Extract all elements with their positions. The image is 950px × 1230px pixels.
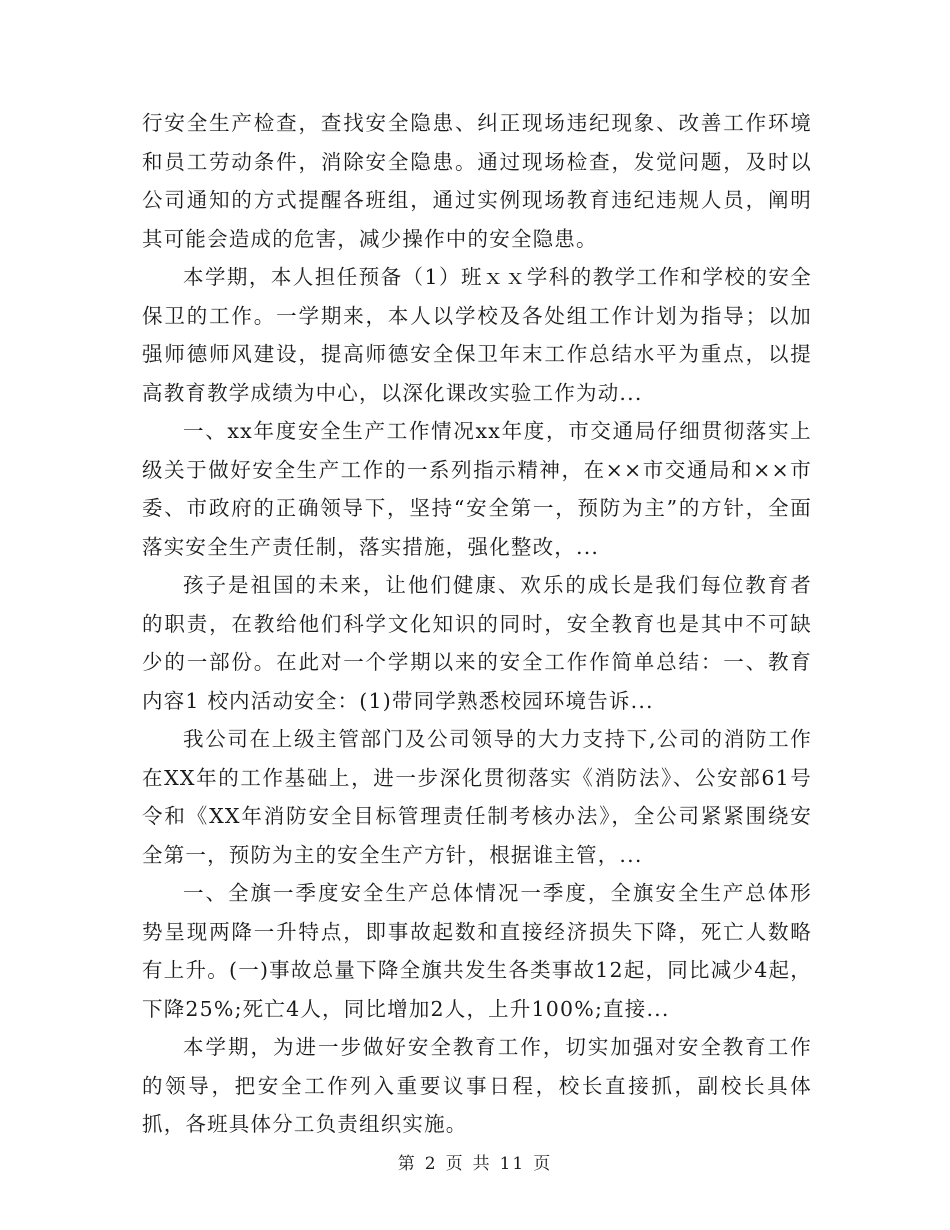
paragraph-4: 孩子是祖国的未来，让他们健康、欢乐的成长是我们每位教育者的职责，在教给他们科学文化知识的同时，安全教育也是其中不可缺少的一部份。在此对一个学期以来的安全工作作简单总结：一、教育内容1 校内活动安全：(1)带同学熟悉校园环境告诉... — [142, 573, 812, 713]
footer-total-word: 共 — [472, 1154, 492, 1174]
footer-prefix: 第 — [397, 1154, 417, 1174]
document-body — [142, 104, 812, 1144]
paragraph-7: 本学期，为进一步做好安全教育工作，切实加强对安全教育工作的领导，把安全工作列入重要议事日程，校长直接抓，副校长具体抓，各班具体分工负责组织实施。 — [142, 1035, 812, 1136]
paragraph-1: 行安全生产检查，查找安全隐患、纠正现场违纪现象、改善工作环境和员工劳动条件，消除安全隐患。通过现场检查，发觉问题，及时以公司通知的方式提醒各班组，通过实例现场教育违纪违规人员，阐明其可能会造成的危害，减少操作中的安全隐患。 — [142, 111, 812, 251]
page-footer — [0, 1152, 950, 1176]
paragraph-3: 一、xx年度安全生产工作情况xx年度，市交通局仔细贯彻落实上级关于做好安全生产工作的一系列指示精神，在××市交通局和××市委、市政府的正确领导下，坚持“安全第一，预防为主”的方针，全面落实安全生产责任制，落实措施，强化整改，... — [142, 419, 812, 559]
paragraph-2: 本学期，本人担任预备（1）班ｘｘ学科的教学工作和学校的安全保卫的工作。一学期来，本人以学校及各处组工作计划为指导；以加强师德师风建设，提高师德安全保卫年末工作总结水平为重点，以提高教育教学成绩为中心，以深化课改实验工作为动... — [142, 265, 812, 405]
paragraph-5: 我公司在上级主管部门及公司领导的大力支持下,公司的消防工作在XX年的工作基础上，进一步深化贯彻落实《消防法》、公安部61号令和《XX年消防安全目标管理责任制考核办法》，全公司紧紧围绕安全第一，预防为主的安全生产方针，根据谁主管，... — [142, 727, 812, 867]
footer-page-word: 页 — [445, 1154, 465, 1174]
footer-suffix: 页 — [533, 1154, 553, 1174]
paragraph-6: 一、全旗一季度安全生产总体情况一季度，全旗安全生产总体形势呈现两降一升特点，即事故起数和直接经济损失下降，死亡人数略有上升。(一)事故总量下降全旗共发生各类事故12起，同比减少4起，下降25%;死亡4人，同比增加2人，上升100%;直接... — [142, 881, 812, 1021]
footer-total-pages: 11 — [499, 1154, 526, 1174]
footer-current-page: 2 — [424, 1154, 438, 1174]
